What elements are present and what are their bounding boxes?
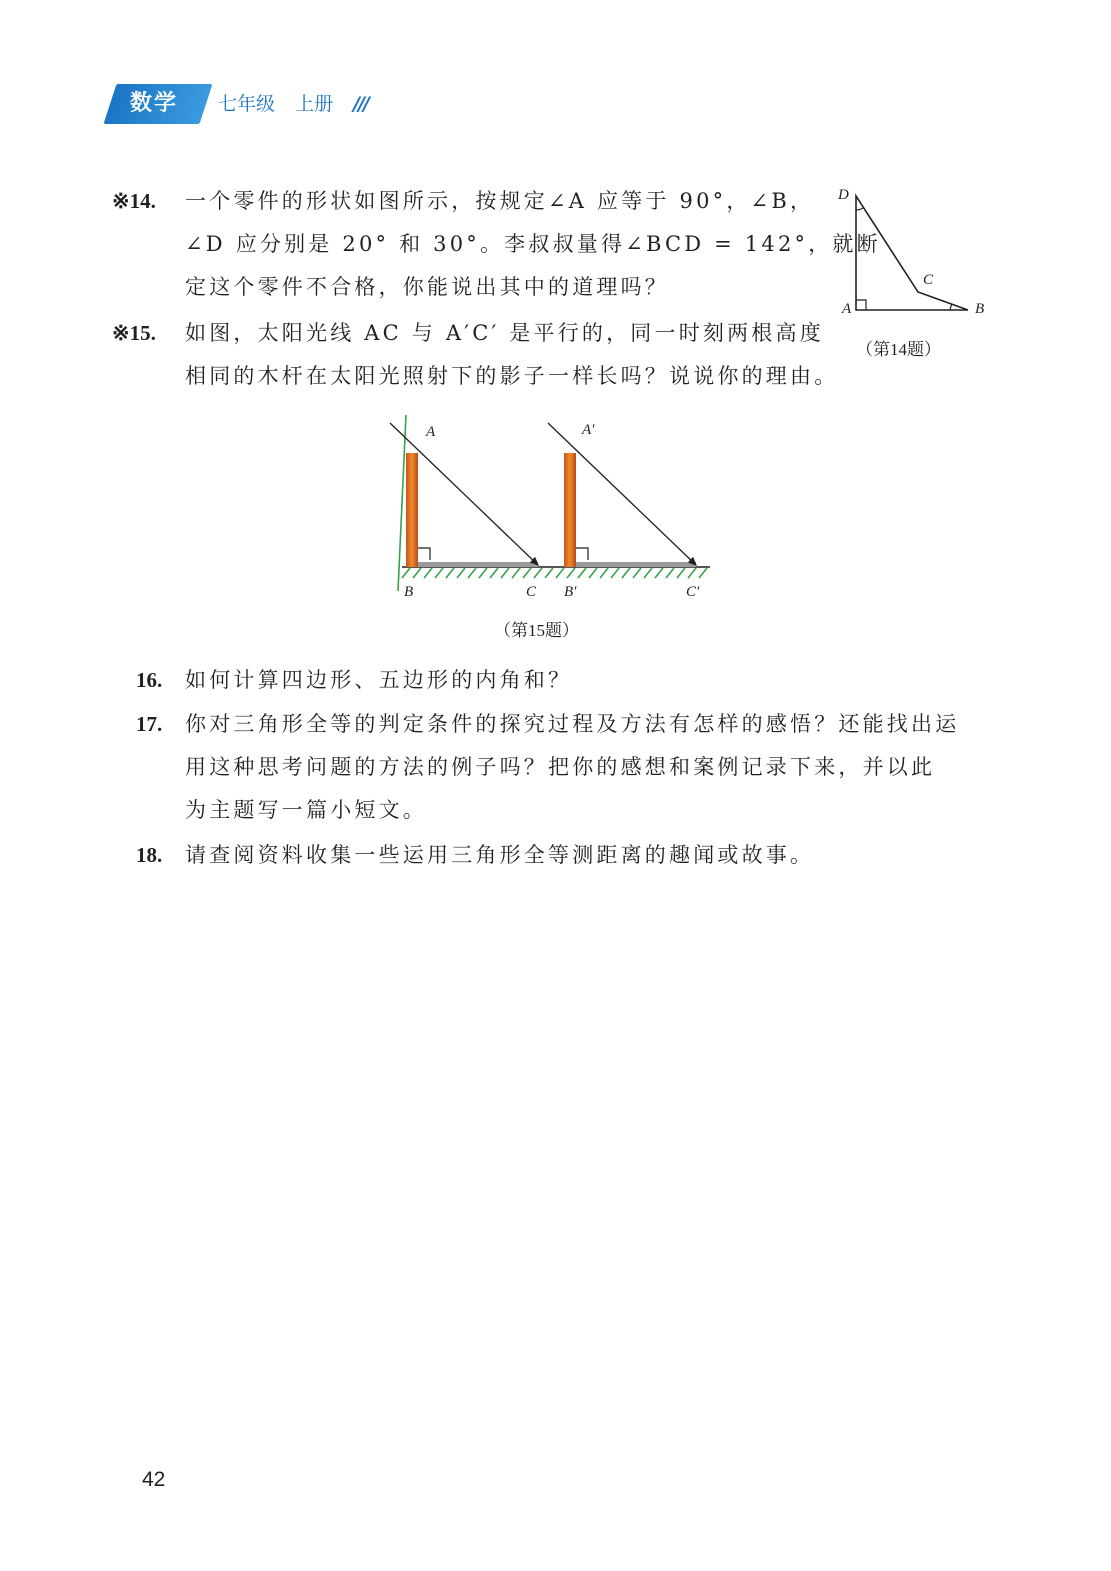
page-number: 42 <box>142 1468 166 1491</box>
hatch-stroke <box>578 568 586 578</box>
grade-label: 七年级 <box>218 93 276 115</box>
fig14-label-b: B <box>975 301 985 317</box>
hatch-stroke <box>677 568 685 578</box>
hatch-stroke <box>545 568 553 578</box>
q18-number: 18. <box>136 843 163 867</box>
hatch-stroke <box>556 568 564 578</box>
q17-number: 17. <box>136 712 163 736</box>
grade-info <box>218 90 382 118</box>
fig15-label-b: B <box>404 584 414 600</box>
hatch-stroke <box>446 568 454 578</box>
hatch-stroke <box>567 568 575 578</box>
hatch-stroke <box>589 568 597 578</box>
hatch-stroke <box>490 568 498 578</box>
hatch-stroke <box>666 568 674 578</box>
right-angle-1 <box>418 548 430 560</box>
header-decor: /// <box>353 93 368 115</box>
pole-1 <box>406 453 418 567</box>
fig15-label-c-prime: C′ <box>686 584 700 600</box>
hatch-stroke <box>512 568 520 578</box>
q14-number: ※14. <box>112 189 156 213</box>
fig14-shape <box>856 196 968 310</box>
fig14-label-d: D <box>838 187 849 203</box>
hatch-stroke <box>501 568 509 578</box>
q14-line-3: 定这个零件不合格，你能说出其中的道理吗？ <box>185 275 669 299</box>
fig15-label-c: C <box>526 584 537 600</box>
hatch-stroke <box>402 568 410 578</box>
fig14-label-a: A <box>842 301 852 317</box>
hatch-stroke <box>424 568 432 578</box>
shadow-1 <box>418 562 538 567</box>
q17-line-2: 用这种思考问题的方法的例子吗？把你的感想和案例记录下来，并以此 <box>185 755 936 779</box>
hatch-stroke <box>644 568 652 578</box>
shadow-2 <box>576 562 696 567</box>
q14-line-2: ∠D 应分别是 20° 和 30°。李叔叔量得∠BCD = 142°，就断 <box>185 232 881 256</box>
hatch-stroke <box>468 568 476 578</box>
hatch-stroke <box>523 568 531 578</box>
q15-number: ※15. <box>112 321 156 345</box>
hatch-stroke <box>600 568 608 578</box>
hatch-stroke <box>479 568 487 578</box>
fig14-label-c: C <box>923 272 934 288</box>
q15-line-1: 如图，太阳光线 AC 与 A′C′ 是平行的，同一时刻两根高度 <box>185 321 824 345</box>
hatch-stroke <box>655 568 663 578</box>
right-angle-2 <box>576 548 588 560</box>
fig14-right-angle <box>856 300 866 310</box>
volume-label: 上册 <box>295 93 334 115</box>
q14-line-1: 一个零件的形状如图所示，按规定∠A 应等于 90°，∠B， <box>185 189 815 213</box>
fig15-label-a-prime: A′ <box>582 422 595 438</box>
figure-15 <box>380 415 720 615</box>
hatch-stroke <box>435 568 443 578</box>
fig15-label-a: A <box>426 424 436 440</box>
hatch-stroke <box>633 568 641 578</box>
q16-line-1: 如何计算四边形、五边形的内角和？ <box>185 668 573 692</box>
hatch-stroke <box>457 568 465 578</box>
ground-hatching <box>398 415 406 591</box>
page-header <box>110 84 410 124</box>
hatch-stroke <box>699 568 707 578</box>
q16-number: 16. <box>136 668 163 692</box>
hatch-stroke <box>413 568 421 578</box>
subject-label: 数学 <box>130 91 179 116</box>
fig14-angle-b <box>950 304 952 310</box>
q15-line-2: 相同的木杆在太阳光照射下的影子一样长吗？说说你的理由。 <box>185 364 839 388</box>
fig15-caption: （第15题） <box>494 621 579 640</box>
fig14-angle-d <box>856 208 863 210</box>
hatch-stroke <box>534 568 542 578</box>
pole-2 <box>564 453 576 567</box>
fig14-caption: （第14题） <box>856 340 941 359</box>
hatch-stroke <box>688 568 696 578</box>
q17-line-1: 你对三角形全等的判定条件的探究过程及方法有怎样的感悟？还能找出运 <box>185 712 960 736</box>
hatch-stroke <box>622 568 630 578</box>
q18-line-1: 请查阅资料收集一些运用三角形全等测距离的趣闻或故事。 <box>185 843 815 867</box>
fig15-label-b-prime: B′ <box>564 584 577 600</box>
ground-hatch-lines <box>402 568 707 578</box>
q17-line-3: 为主题写一篇小短文。 <box>185 798 427 822</box>
hatch-stroke <box>611 568 619 578</box>
